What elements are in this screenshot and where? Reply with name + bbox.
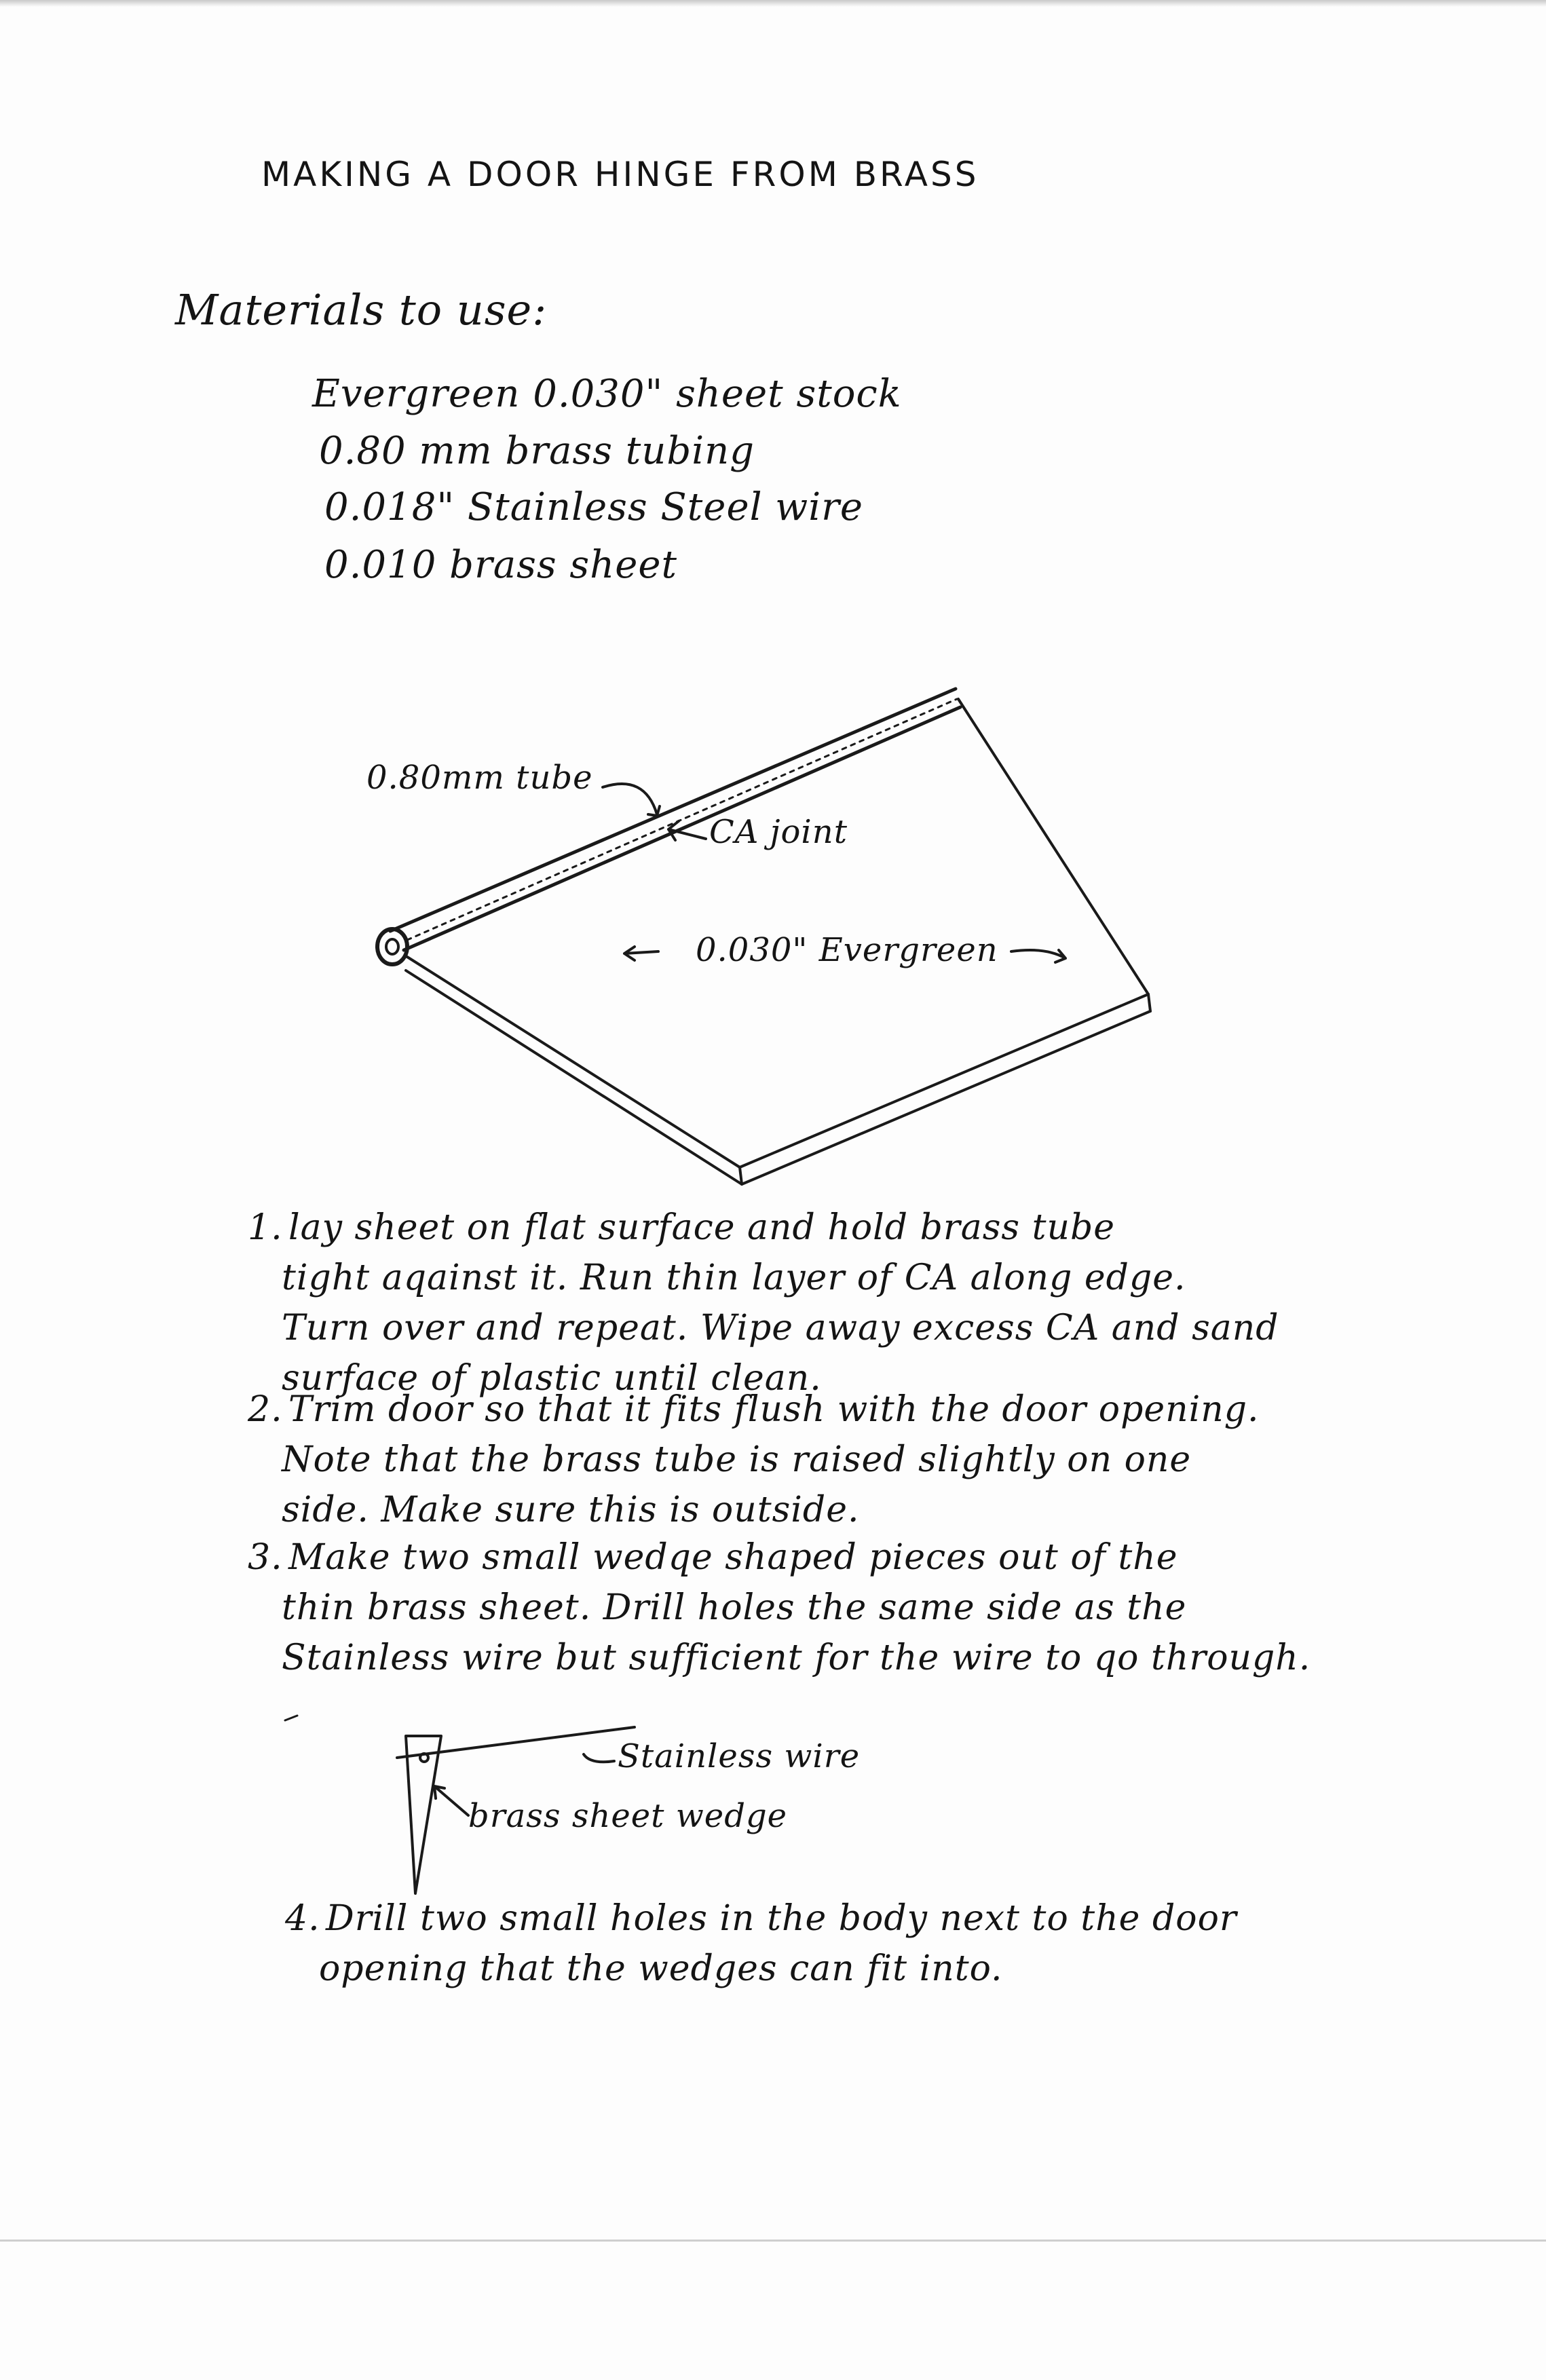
step-line: Turn over and repeat. Wipe away excess CA and sand <box>282 1308 1279 1348</box>
material-item: 0.80 mm brass tubing <box>319 429 755 473</box>
step-line: opening that the wedges can fit into. <box>319 1948 1003 1989</box>
scan-bottom-edge <box>0 2240 1546 2242</box>
stainless-wire-drawing <box>397 1727 635 1758</box>
step-number: 4. <box>285 1898 320 1939</box>
step-4 <box>285 1893 1507 1994</box>
step-line: Make two small wedqe shaped pieces out of the <box>288 1537 1178 1578</box>
material-item: Evergreen 0.030" sheet stock <box>312 372 902 416</box>
materials-heading: Materials to use: <box>175 285 548 335</box>
evergreen-sheet-label: 0.030" Evergreen <box>696 931 998 969</box>
step-line: Drill two small holes in the body next to the door <box>326 1898 1237 1939</box>
step-line: tight aqainst it. Run thin layer of CA along edge. <box>282 1258 1186 1298</box>
step-line: Trim door so that it fits flush with the door opening. <box>288 1389 1260 1430</box>
stainless-wire-label: Stainless wire <box>618 1737 861 1775</box>
material-item: 0.010 brass sheet <box>324 543 677 587</box>
step-line: side. Make sure this is outside. <box>282 1490 860 1530</box>
material-item: 0.018" Stainless Steel wire <box>324 485 864 529</box>
brass-wedge-drawing <box>406 1736 441 1893</box>
tube-label: 0.80mm tube <box>366 759 593 797</box>
stray-mark <box>285 1716 297 1720</box>
step-line: lay sheet on flat surface and hold brass tube <box>288 1207 1116 1248</box>
brass-wedge-label: brass sheet wedge <box>468 1797 788 1835</box>
step-line: thin brass sheet. Drill holes the same side as the <box>282 1587 1187 1628</box>
page-title: MAKING A DOOR HINGE FROM BRASS <box>261 155 979 194</box>
step-line: Note that the brass tube is raised slightly on one <box>282 1439 1192 1480</box>
step-number: 3. <box>248 1537 283 1578</box>
step-line: surface of plastic until clean. <box>282 1358 822 1399</box>
ca-joint-label: CA joint <box>709 813 848 851</box>
step-number: 2. <box>248 1389 283 1430</box>
step-line: Stainless wire but sufficient for the wire to qo through. <box>282 1638 1311 1678</box>
step-number: 1. <box>248 1207 283 1248</box>
